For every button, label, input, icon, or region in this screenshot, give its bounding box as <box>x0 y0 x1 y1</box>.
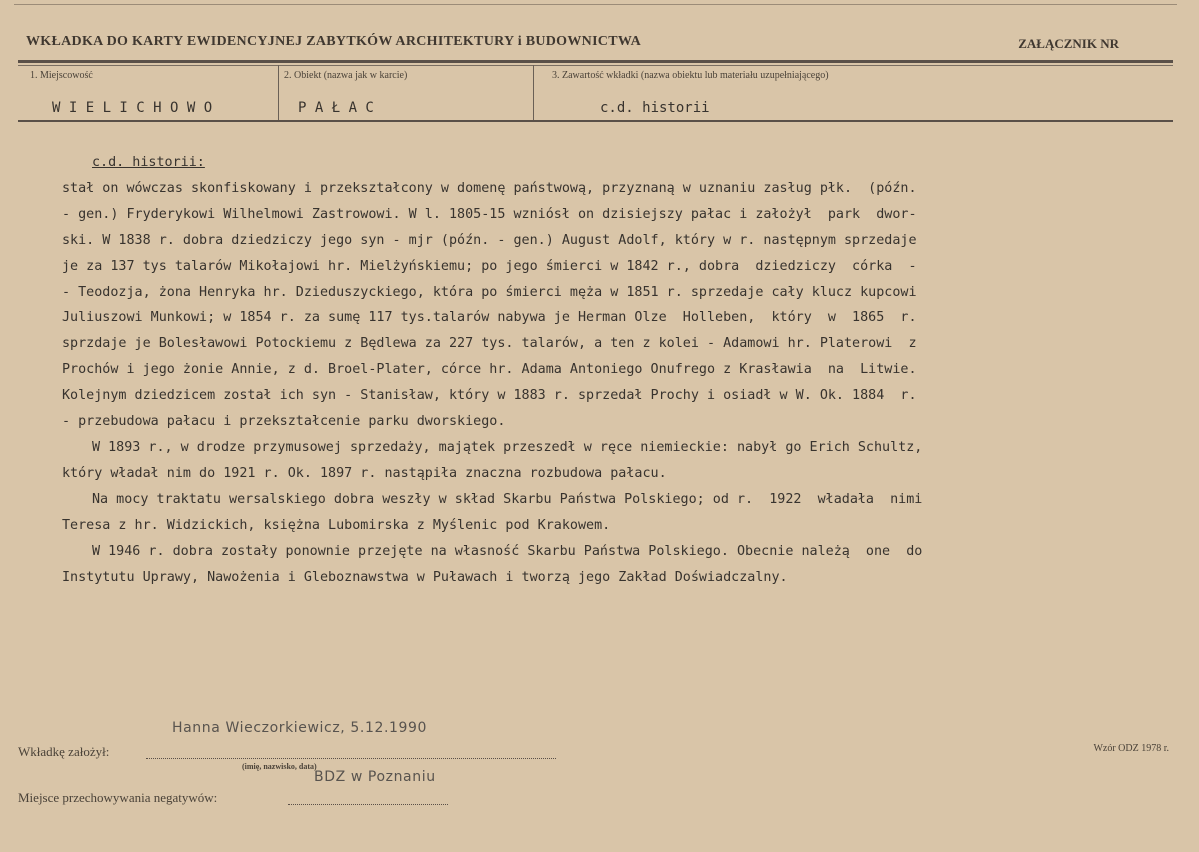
content-label: 3. Zawartość wkładki (nazwa obiektu lub materiału uzupełniającego) <box>552 70 829 81</box>
locality-value: W I E L I C H O W O <box>52 100 213 116</box>
top-edge <box>14 4 1177 5</box>
author-label: Wkładkę założył: <box>18 744 110 759</box>
text-line: ski. W 1838 r. dobra dziedziczy jego syn - mjr (późn. - gen.) August Adolf, który w r. następnym sprzedaje <box>62 232 917 248</box>
storage-entry: BDZ w Poznaniu <box>314 769 436 785</box>
text-line: W 1893 r., w drodze przymusowej sprzedaży, majątek przeszedł w ręce niemieckie: nabył go Erich Schultz, <box>92 439 923 455</box>
author-dotted-line <box>146 758 556 759</box>
annex-label: ZAŁĄCZNIK NR <box>1018 36 1119 51</box>
author-entry: Hanna Wieczorkiewicz, 5.12.1990 <box>172 720 428 736</box>
text-line: Kolejnym dziedzicem został ich syn - Stanisław, który w 1883 r. sprzedał Prochy i osiadł w W. Ok. 1884 r. <box>62 388 917 404</box>
form-code: Wzór ODZ 1978 r. <box>1093 743 1169 754</box>
header-rule-thin <box>18 65 1173 66</box>
storage-dotted-line <box>288 804 448 805</box>
text-line: Instytutu Uprawy, Nawożenia i Gleboznawstwa w Puławach i tworzą jego Zakład Doświadczalny. <box>62 569 788 585</box>
field-divider-2 <box>533 65 534 121</box>
text-line: - przebudowa pałacu i przekształcenie parku dworskiego. <box>62 414 506 430</box>
section-heading: c.d. historii: <box>92 155 205 170</box>
content-value: c.d. historii <box>600 100 710 116</box>
text-line: Teresa z hr. Widzickich, księżna Lubomirska z Myślenic pod Krakowem. <box>62 517 611 533</box>
object-label: 2. Obiekt (nazwa jak w karcie) <box>284 70 408 81</box>
locality-label: 1. Miejscowość <box>30 70 93 81</box>
history-text <box>62 150 1142 590</box>
field-divider-1 <box>278 65 279 121</box>
text-line: który władał nim do 1921 r. Ok. 1897 r. nastąpiła znaczna rozbudowa pałacu. <box>62 465 667 481</box>
header-rule-thick <box>18 60 1173 63</box>
text-line: Na mocy traktatu wersalskiego dobra weszły w skład Skarbu Państwa Polskiego; od r. 1922 władała nimi <box>92 491 923 507</box>
fields-bottom-rule <box>18 120 1173 122</box>
author-hint: (imię, nazwisko, data) <box>242 762 317 771</box>
text-line: Prochów i jego żonie Annie, z d. Broel-Plater, córce hr. Adama Antoniego Onufrego z Krasławia na Litwie. <box>62 362 917 378</box>
storage-label: Miejsce przechowywania negatywów: <box>18 790 218 805</box>
object-value: P A Ł A C <box>298 100 374 116</box>
text-line: stał on wówczas skonfiskowany i przekształcony w domenę państwową, przyznaną w uznaniu zasług płk. (późn. <box>62 180 917 196</box>
text-line: W 1946 r. dobra zostały ponownie przejęte na własność Skarbu Państwa Polskiego. Obecnie należą one do <box>92 543 923 559</box>
text-line: - Teodozja, żona Henryka hr. Dzieduszyckiego, która po śmierci męża w 1851 r. sprzedaje cały klucz kupcowi <box>62 284 917 300</box>
text-line: - gen.) Fryderykowi Wilhelmowi Zastrowowi. W l. 1805-15 wzniósł on dzisiejszy pałac i założył park dwor- <box>62 206 917 222</box>
text-line: sprzdaje je Bolesławowi Potockiemu z Będlewa za 227 tys. talarów, a ten z kolei - Adamowi hr. Platerowi z <box>62 336 917 352</box>
text-line: je za 137 tys talarów Mikołajowi hr. Mielżyńskiemu; po jego śmierci w 1842 r., dobra dziedziczy córka - <box>62 258 917 274</box>
form-title: WKŁADKA DO KARTY EWIDENCYJNEJ ZABYTKÓW ARCHITEKTURY i BUDOWNICTWA <box>26 34 642 49</box>
text-line: Juliuszowi Munkowi; w 1854 r. za sumę 117 tys.talarów nabywa je Herman Olze Holleben, który w 1865 r. <box>62 310 917 326</box>
